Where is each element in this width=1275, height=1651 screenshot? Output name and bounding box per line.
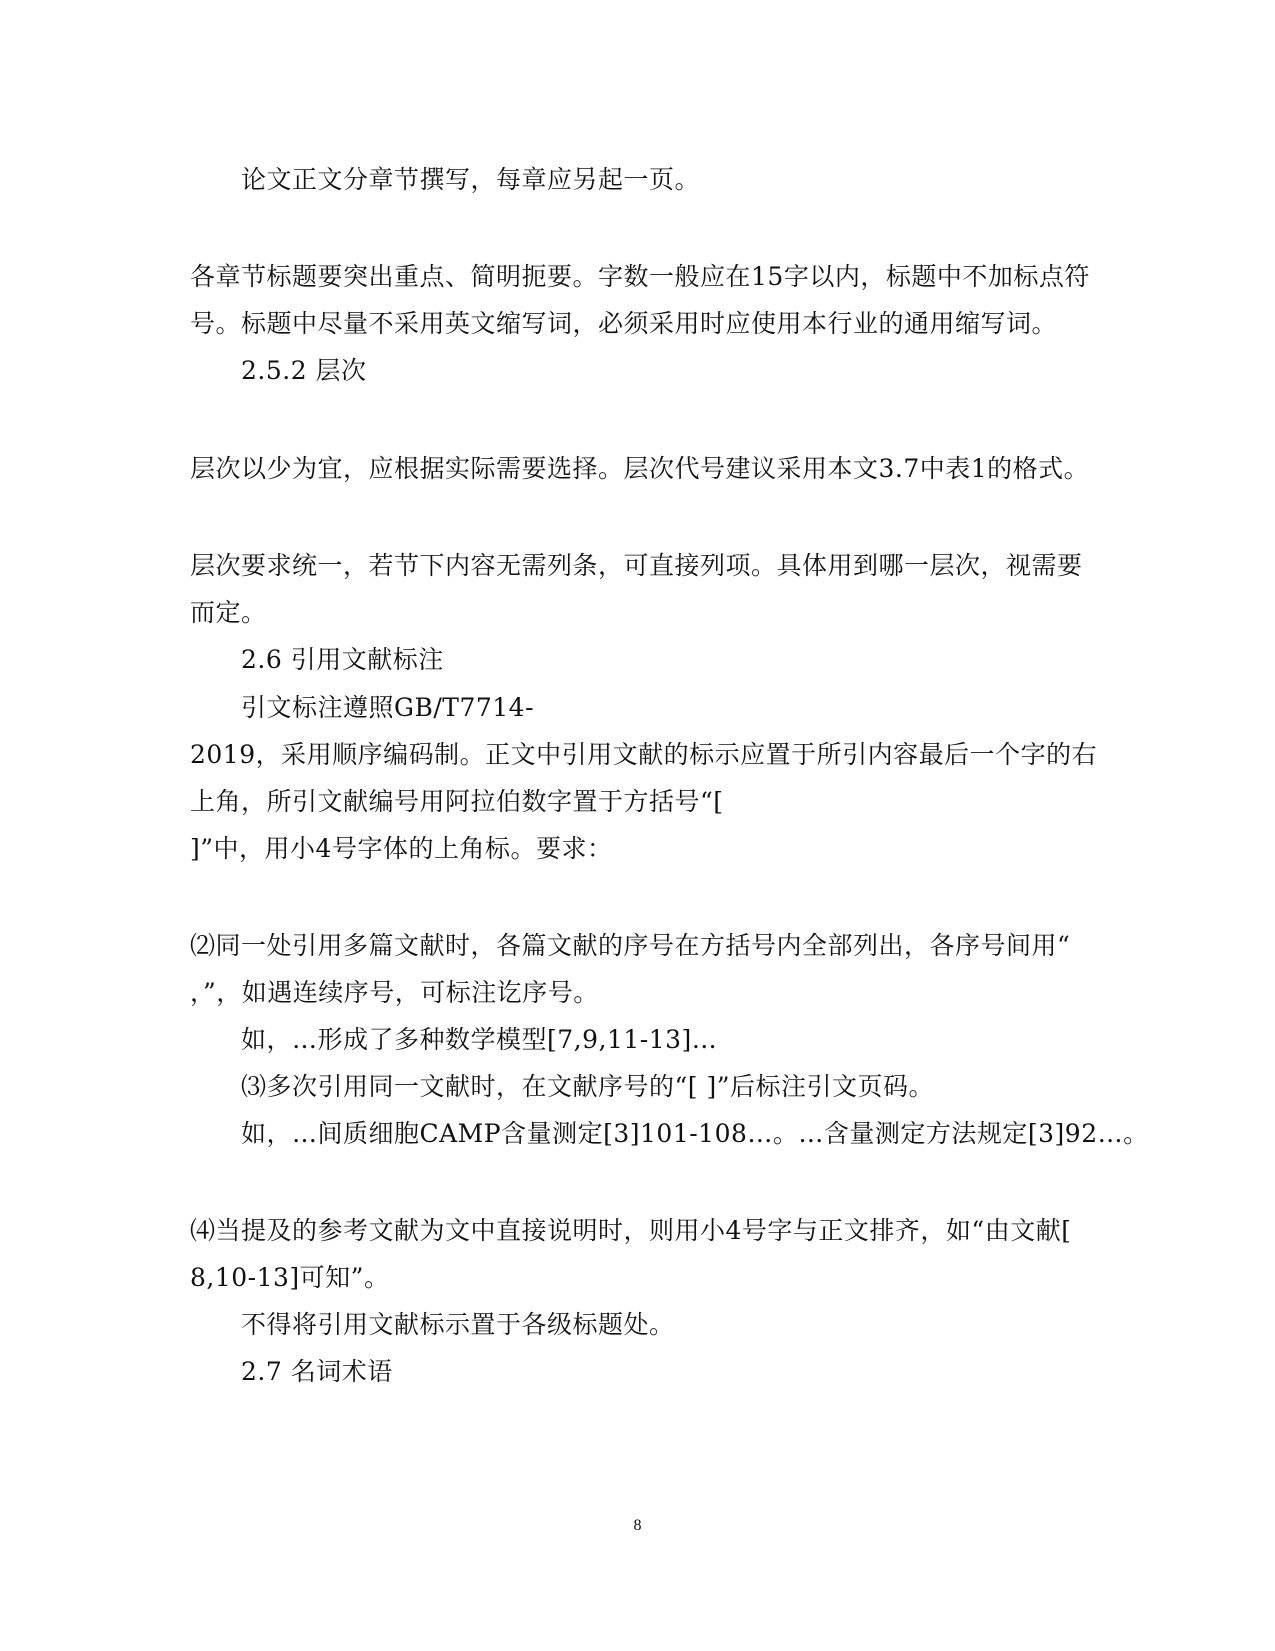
section-heading: 2.5.2 层次 [241,356,367,385]
paragraph-line: 2019，采用顺序编码制。正文中引用文献的标示应置于所引内容最后一个字的右 [190,740,1098,769]
list-item-line: ，”，如遇连续序号，可标注讫序号。 [190,978,599,1007]
paragraph-line: 各章节标题要突出重点、简明扼要。字数一般应在15字以内，标题中不加标点符 [190,262,1090,291]
paragraph-line: 引文标注遵照GB/T7714- [241,693,535,722]
list-item-line: ⑵同一处引用多篇文献时，各篇文献的序号在方括号内全部列出，各序号间用“ [190,931,1071,960]
example-line: 如，…间质细胞CAMP含量测定[3]101-108…。…含量测定方法规定[3]92…。 [241,1119,1149,1148]
list-item-line: 8,10-13]可知”。 [190,1263,390,1292]
example-line: 如，…形成了多种数学模型[7,9,11-13]… [241,1025,718,1054]
list-item-line: ⑷当提及的参考文献为文中直接说明时，则用小4号字与正文排齐，如“由文献[ [190,1216,1072,1245]
paragraph-line: ]”中，用小4号字体的上角标。要求： [190,834,613,863]
page-number: 8 [633,1517,642,1534]
paragraph-line: 论文正文分章节撰写，每章应另起一页。 [241,165,701,194]
paragraph-line: 而定。 [190,598,267,627]
paragraph-line: 上角，所引文献编号用阿拉伯数字置于方括号“[ [190,787,724,816]
section-heading: 2.6 引用文献标注 [241,645,444,674]
paragraph-line: 号。标题中尽量不采用英文缩写词，必须采用时应使用本行业的通用缩写词。 [190,309,1058,338]
paragraph-line: 不得将引用文献标示置于各级标题处。 [241,1310,675,1339]
paragraph-line: 层次要求统一，若节下内容无需列条，可直接列项。具体用到哪一层次，视需要 [190,551,1083,580]
section-heading: 2.7 名词术语 [241,1357,393,1386]
paragraph-line: 层次以少为宜，应根据实际需要选择。层次代号建议采用本文3.7中表1的格式。 [190,454,1090,483]
list-item-line: ⑶多次引用同一文献时，在文献序号的“[ ]”后标注引文页码。 [241,1072,935,1101]
